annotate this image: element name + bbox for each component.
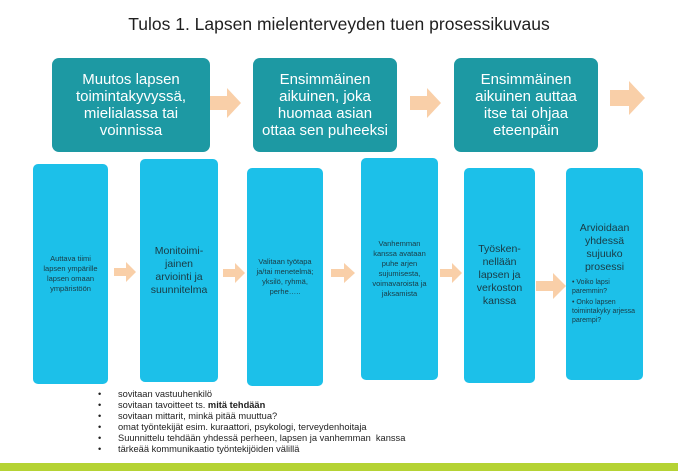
- emphasis: mitä tehdään: [207, 400, 266, 410]
- sub-step-4-label: Vanhemman kanssa avataan puhe arjen sujumisesta, voimavaroista ja jaksamista: [372, 239, 427, 298]
- arrow-right-icon: [223, 263, 245, 283]
- sub-step-3: [247, 168, 323, 386]
- sub-step-6-list: [572, 278, 637, 327]
- sub-step-5: [464, 168, 535, 383]
- list-item: • omat työntekijät esim. kuraattori, psykologi, terveydenhoitaja: [98, 422, 405, 433]
- sub-step-3-label: Valitaan työtapa ja/tai menetelmä; yksilö, ryhmä, perhe…..: [256, 257, 314, 296]
- sub-step-6: [566, 168, 643, 380]
- list-item: • sovitaan mittarit, minkä pitää muuttua?: [98, 411, 405, 422]
- sub-step-4: [361, 158, 438, 380]
- sub-step-6-label: Arvioidaan yhdessä sujuuko prosessi: [579, 221, 630, 273]
- arrow-right-icon: [410, 87, 442, 119]
- sub-step-2-label: Monitoimi-jainen arviointi ja suunnitelma: [150, 244, 208, 296]
- sub-step-1: [33, 164, 108, 384]
- process-step-3: [454, 58, 598, 152]
- notes-list: [98, 389, 405, 455]
- process-step-3-label: Ensimmäinen aikuinen auttaa itse tai ohjaa eteenpäin: [475, 71, 577, 139]
- list-item: • Voiko lapsi paremmin?: [572, 278, 610, 295]
- bottom-accent-bar: [0, 463, 678, 471]
- process-step-1-label: Muutos lapsen toimintakyvyssä, mielialassa tai voinnissa: [75, 71, 187, 139]
- arrow-right-icon: [610, 80, 646, 116]
- sub-step-2: [140, 159, 218, 382]
- arrow-right-icon: [210, 87, 242, 119]
- list-item: • Onko lapsen toimintakyky arjessa parempi?: [572, 298, 636, 324]
- arrow-right-icon: [331, 263, 355, 283]
- process-step-2-label: Ensimmäinen aikuinen, joka huomaa asian ottaa sen puheeksi: [262, 71, 388, 139]
- list-item: • Suunnittelu tehdään yhdessä perheen, lapsen ja vanhemman kanssa: [98, 433, 405, 444]
- arrow-right-icon: [536, 273, 566, 299]
- page-title: Tulos 1. Lapsen mielenterveyden tuen prosessikuvaus: [128, 14, 550, 34]
- arrow-right-icon: [440, 263, 462, 283]
- list-item: • sovitaan vastuuhenkilö: [98, 389, 405, 400]
- list-item: • tärkeää kommunikaatio työntekijöiden välillä: [98, 444, 405, 455]
- sub-step-5-label: Työsken-nellään lapsen ja verkoston kanssa: [476, 243, 523, 307]
- process-step-2: [253, 58, 397, 152]
- arrow-right-icon: [114, 262, 136, 282]
- list-item: • sovitaan tavoitteet ts. mitä tehdään: [98, 400, 405, 411]
- process-step-1: [52, 58, 210, 152]
- sub-step-1-label: Auttava tiimi lapsen ympärille lapsen omaan ympäristöön: [43, 254, 98, 293]
